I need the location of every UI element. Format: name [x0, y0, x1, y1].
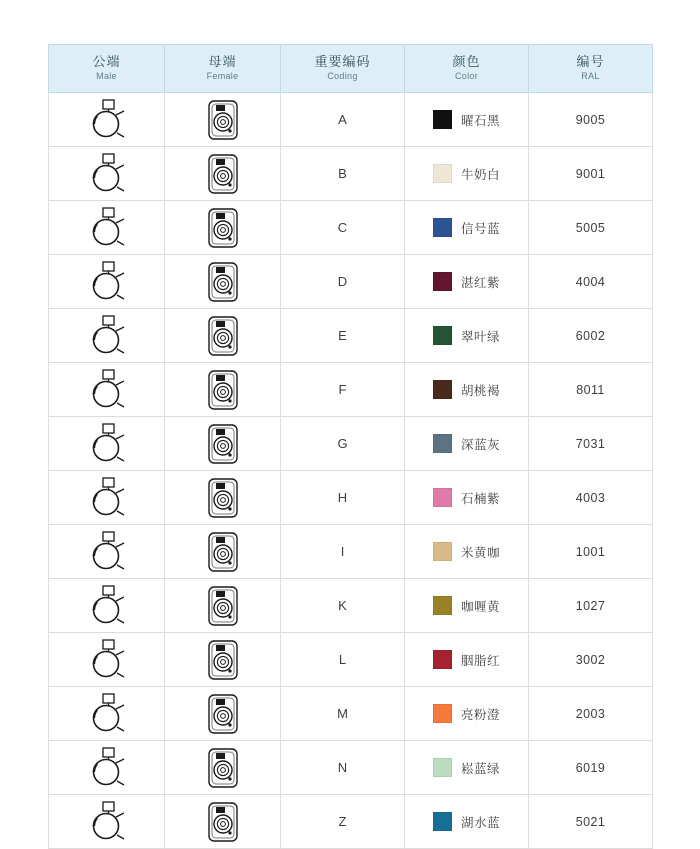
- table-body: [49, 93, 653, 849]
- cell-male-connector: [49, 93, 165, 147]
- table-row: [49, 201, 653, 255]
- connector-female-icon: [165, 637, 280, 682]
- color-swatch: [433, 542, 452, 561]
- color-name: 崧蓝绿: [460, 761, 500, 776]
- table-row: [49, 417, 653, 471]
- table-row: [49, 93, 653, 147]
- column-header-male-cn: 公端: [92, 54, 121, 69]
- cell-male-connector: [49, 147, 165, 201]
- column-header-color-en: Color: [454, 71, 478, 81]
- cell-ral: 5005: [529, 201, 653, 255]
- cell-female-connector: [165, 363, 281, 417]
- cell-ral: 1027: [529, 579, 653, 633]
- cell-male-connector: [49, 471, 165, 525]
- column-header-ral-en: RAL: [581, 71, 600, 81]
- connector-female-icon: [165, 205, 280, 250]
- connector-female-icon: [165, 313, 280, 358]
- connector-male-icon: [49, 583, 164, 628]
- color-swatch: [433, 110, 452, 129]
- cell-male-connector: [49, 255, 165, 309]
- connector-female-icon: [165, 259, 280, 304]
- color-name: 石楠紫: [460, 491, 500, 506]
- cell-color: [405, 687, 529, 741]
- color-swatch: [433, 812, 452, 831]
- cell-color: [405, 255, 529, 309]
- column-header-ral: [529, 45, 653, 93]
- cell-female-connector: [165, 741, 281, 795]
- cell-female-connector: [165, 633, 281, 687]
- connector-female-icon: [165, 799, 280, 844]
- cell-ral: 5021: [529, 795, 653, 849]
- connector-male-icon: [49, 637, 164, 682]
- table-row: [49, 687, 653, 741]
- table-row: [49, 147, 653, 201]
- color-swatch: [433, 164, 452, 183]
- cell-coding: M: [281, 687, 405, 741]
- color-swatch: [433, 758, 452, 777]
- cell-male-connector: [49, 309, 165, 363]
- cell-coding: B: [281, 147, 405, 201]
- color-name: 胡桃褐: [460, 383, 500, 398]
- connector-male-icon: [49, 259, 164, 304]
- color-name: 咖喱黄: [460, 599, 500, 614]
- connector-female-icon: [165, 421, 280, 466]
- cell-female-connector: [165, 255, 281, 309]
- connector-coding-table: [48, 44, 653, 849]
- color-name: 米黄咖: [460, 545, 500, 560]
- cell-color: [405, 417, 529, 471]
- table-row: [49, 579, 653, 633]
- table-row: [49, 471, 653, 525]
- connector-male-icon: [49, 529, 164, 574]
- table-row: [49, 633, 653, 687]
- color-name: 信号蓝: [460, 221, 500, 236]
- cell-color: [405, 795, 529, 849]
- cell-ral: 1001: [529, 525, 653, 579]
- connector-male-icon: [49, 151, 164, 196]
- connector-male-icon: [49, 367, 164, 412]
- table-row: [49, 363, 653, 417]
- cell-coding: A: [281, 93, 405, 147]
- cell-female-connector: [165, 579, 281, 633]
- connector-female-icon: [165, 745, 280, 790]
- column-header-coding-en: Coding: [327, 71, 358, 81]
- cell-coding: E: [281, 309, 405, 363]
- connector-male-icon: [49, 691, 164, 736]
- cell-coding: K: [281, 579, 405, 633]
- column-header-female-en: Female: [206, 71, 239, 81]
- cell-ral: 9005: [529, 93, 653, 147]
- cell-female-connector: [165, 309, 281, 363]
- cell-female-connector: [165, 417, 281, 471]
- cell-coding: D: [281, 255, 405, 309]
- cell-male-connector: [49, 579, 165, 633]
- cell-color: [405, 201, 529, 255]
- connector-male-icon: [49, 97, 164, 142]
- cell-ral: 7031: [529, 417, 653, 471]
- cell-ral: 6002: [529, 309, 653, 363]
- color-swatch: [433, 704, 452, 723]
- cell-coding: L: [281, 633, 405, 687]
- color-name: 深蓝灰: [460, 437, 500, 452]
- cell-female-connector: [165, 471, 281, 525]
- color-swatch: [433, 272, 452, 291]
- cell-female-connector: [165, 687, 281, 741]
- cell-color: [405, 147, 529, 201]
- column-header-female-cn: 母端: [208, 54, 237, 69]
- cell-ral: 9001: [529, 147, 653, 201]
- column-header-coding-cn: 重要编码: [314, 54, 371, 69]
- color-name: 湛红紫: [460, 275, 500, 290]
- cell-ral: 4004: [529, 255, 653, 309]
- cell-male-connector: [49, 201, 165, 255]
- column-header-color-cn: 颜色: [452, 54, 481, 69]
- cell-coding: H: [281, 471, 405, 525]
- cell-female-connector: [165, 201, 281, 255]
- cell-male-connector: [49, 417, 165, 471]
- column-header-female: [165, 45, 281, 93]
- cell-color: [405, 309, 529, 363]
- column-header-coding: [281, 45, 405, 93]
- column-header-male: [49, 45, 165, 93]
- cell-male-connector: [49, 741, 165, 795]
- color-swatch: [433, 650, 452, 669]
- connector-male-icon: [49, 475, 164, 520]
- cell-coding: C: [281, 201, 405, 255]
- connector-female-icon: [165, 529, 280, 574]
- connector-female-icon: [165, 97, 280, 142]
- color-name: 胭脂红: [460, 653, 500, 668]
- color-name: 牛奶白: [460, 167, 500, 182]
- connector-female-icon: [165, 151, 280, 196]
- cell-male-connector: [49, 633, 165, 687]
- table-row: [49, 309, 653, 363]
- color-name: 亮粉澄: [460, 707, 500, 722]
- table-row: [49, 795, 653, 849]
- cell-color: [405, 633, 529, 687]
- cell-coding: F: [281, 363, 405, 417]
- cell-coding: G: [281, 417, 405, 471]
- color-name: 湖水蓝: [460, 815, 500, 830]
- connector-female-icon: [165, 475, 280, 520]
- cell-color: [405, 579, 529, 633]
- cell-coding: N: [281, 741, 405, 795]
- cell-female-connector: [165, 525, 281, 579]
- color-swatch: [433, 596, 452, 615]
- connector-male-icon: [49, 421, 164, 466]
- cell-ral: 3002: [529, 633, 653, 687]
- cell-coding: Z: [281, 795, 405, 849]
- color-swatch: [433, 380, 452, 399]
- cell-color: [405, 363, 529, 417]
- color-swatch: [433, 488, 452, 507]
- column-header-color: [405, 45, 529, 93]
- cell-color: [405, 741, 529, 795]
- cell-coding: I: [281, 525, 405, 579]
- connector-male-icon: [49, 205, 164, 250]
- cell-female-connector: [165, 795, 281, 849]
- connector-male-icon: [49, 799, 164, 844]
- cell-color: [405, 93, 529, 147]
- cell-ral: 6019: [529, 741, 653, 795]
- cell-female-connector: [165, 93, 281, 147]
- cell-color: [405, 471, 529, 525]
- column-header-ral-cn: 编号: [576, 54, 605, 69]
- cell-male-connector: [49, 687, 165, 741]
- table-header: [49, 45, 653, 93]
- cell-color: [405, 525, 529, 579]
- table-row: [49, 255, 653, 309]
- table-row: [49, 525, 653, 579]
- table-header-row: [49, 45, 653, 93]
- color-swatch: [433, 434, 452, 453]
- color-name: 曜石黑: [460, 113, 500, 128]
- connector-male-icon: [49, 313, 164, 358]
- color-swatch: [433, 218, 452, 237]
- cell-ral: 4003: [529, 471, 653, 525]
- connector-female-icon: [165, 691, 280, 736]
- connector-female-icon: [165, 583, 280, 628]
- table-row: [49, 741, 653, 795]
- connector-female-icon: [165, 367, 280, 412]
- color-name: 翠叶绿: [460, 329, 500, 344]
- cell-male-connector: [49, 795, 165, 849]
- column-header-male-en: Male: [96, 71, 117, 81]
- connector-male-icon: [49, 745, 164, 790]
- cell-male-connector: [49, 363, 165, 417]
- cell-ral: 2003: [529, 687, 653, 741]
- cell-male-connector: [49, 525, 165, 579]
- color-swatch: [433, 326, 452, 345]
- cell-female-connector: [165, 147, 281, 201]
- cell-ral: 8011: [529, 363, 653, 417]
